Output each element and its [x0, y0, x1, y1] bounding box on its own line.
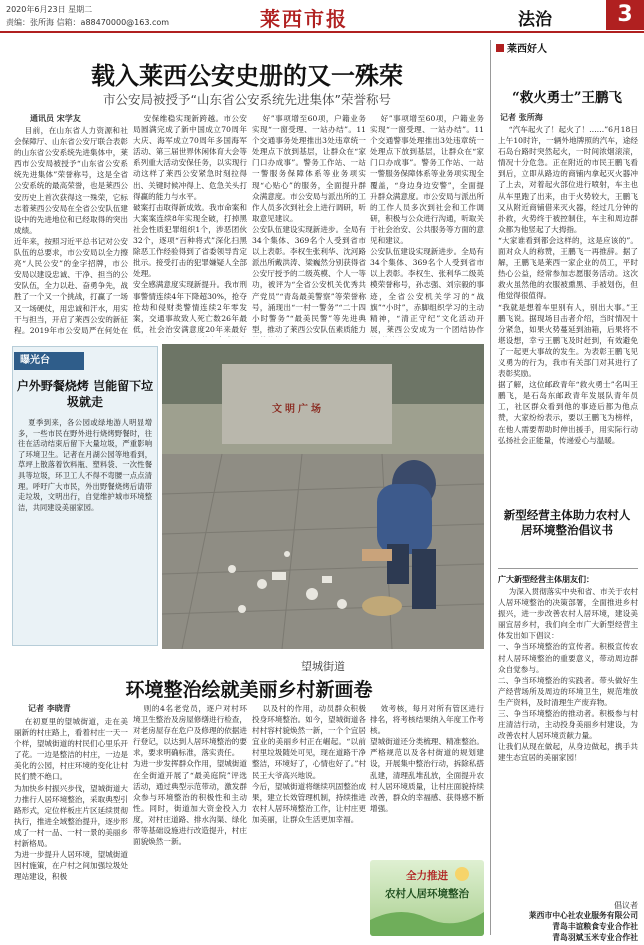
lead-credit: 通讯员 宋学友: [30, 114, 81, 123]
masthead: [0, 0, 644, 32]
side-credit: 记者 张所海: [500, 113, 543, 122]
masthead-logo: 莱西市报: [260, 7, 348, 31]
lead-subtitle: 市公安局被授予“山东省公安系统先进集体”荣誉称号: [103, 92, 391, 107]
page-number: 3: [606, 0, 644, 30]
initiative-rule: [498, 568, 638, 569]
side-tag-label: 莱西好人: [507, 44, 547, 55]
feature-title-text: 户外野餐烧烤 岂能留下垃圾就走: [16, 379, 154, 409]
initiative-signer-3: 青岛羽斌玉米专业合作社: [552, 933, 638, 942]
feature-label: 曝光台: [14, 352, 84, 370]
initiative-signer-1: 莱西市中心社农业服务有限公司: [528, 911, 638, 920]
side-title: “救火勇士”王鹏飞: [511, 90, 623, 106]
banner-bottom: 农村人居环境整治: [385, 888, 469, 900]
masthead-rule: [0, 31, 644, 33]
section-title: 法治: [518, 10, 552, 30]
side-tag: [496, 40, 547, 55]
masthead-editor: 责编：张所海 信箱：a88470000@163.com: [6, 18, 170, 27]
banner-top: 全力推进: [406, 870, 448, 882]
main-col-4: 效考核，每月对所有管区进行排名，将考核结果纳入年度工作考核。 望城街道还分类梳理、精准整治。严格规范以及各村街道的规划建设，开展集中整治行动，拆除私搭乱建，清理乱堆乱放，全面提升农村人居环境质量，让村庄面貌持续改善，群众的幸福感、获得感不断增强。: [370, 704, 484, 813]
initiative-greeting: 广大新型经营主体朋友们：: [498, 575, 594, 584]
lead-col-4: 好”事项增至60项，户籍业务实现“一窗受理、一站办结”。11个交通警事处理推出3处违章统一处理点下放到基层，让群众在“家门口办成事”。警务工作站、一站一警服务保障体系等业务项实现全覆盖，“身边身边安警”，全面提升群众满意度。市公安局与派出所的工作人员多次到社会和工作调研，积极与公众进行沟通，听取关于社会治安、公共服务等方面的意见和建议。 公安队伍建设实现新进步。全局有34个集体、369名个人受到省市以上表彰。李权生、张利华二级英模荣誉称号，孙志强、刘宗毅的事迹，全省公安机关学习的“战旗”“小时”，赤脚组织学习的主动精神，“清正守纪”文化活动开展，莱西公安成为一个团结协作: [370, 114, 484, 334]
square-icon: [496, 44, 504, 52]
main-col-2: 则的4名老党员，逐户对村环境卫生整治及房屋修缮进行检查，对老房屋存在危户及修理的依据进行登记，以达到人居环境整治的要求，要求明确标准，落实责任。 为进一步发挥群众作用，望城街道在全街道开展了“最美庭院”评选活动，通过典型示范带动，激发群众参与环境整治的积极性和主动性。同时，街道加大资金投入力度，对村庄道路、排水沟渠、绿化带等基础设施进行改造提升，村庄面貌焕然一新。: [133, 704, 247, 847]
initiative-title: 新型经营主体助力农村人居环境整治倡议书: [503, 508, 631, 537]
feature-body: 夏季到来，各公园或绿地游人明显增多，一些市民在野外进行烧烤野餐时，往往在活动结束后留下大量垃圾，严重影响了环境卫生。记者在月湖公园等地看到，草坪上散落着饮料瓶、塑料袋、一次性餐具等垃圾，环卫工人不得不弯腰一点点清理。呼吁广大市民，外出野餐烧烤后请带走垃圾，文明出行，自觉维护城市环境整洁，共同建设美丽家园。: [18, 418, 152, 512]
lead-title: 载入莱西公安史册的又一殊荣: [91, 61, 403, 90]
photo-illustration: [162, 344, 484, 649]
main-col-3: 以及村的作用，动员群众积极投身环境整治。如今，望城街道各村村容村貌焕然一新，一个个宜居宜业的美丽乡村正在崛起。“以前村里垃圾随处可见，现在道路干净整洁，环境好了，心情也好了。”村民王大爷高兴地说。 今后，望城街道将继续巩固整治成果，建立长效管理机制，持续推进农村人居环境整治工作，让村庄更加美丽，让群众生活更加幸福。: [252, 704, 366, 824]
photo-sign: 文明广场: [272, 404, 324, 415]
initiative-body: 为深入贯彻落实中央和省、市关于农村人居环境整治的决策部署，全面推进乡村振兴，进一步改善农村人居环境，建设美丽宜居乡村，我们向全市广大新型经营主体发出如下倡议： 一、争当环境整治的宣传者。积极宣传农村人居环境整治的重要意义，带动周边群众自觉参与。 二、争当环境整治的实践者。带头做好生产经营场所及周边的环境卫生，规范堆放生产资料，及时清理生产废弃物。 三、争当环境整治的推动者。积极参与村庄清洁行动，主动投身美丽乡村建设，为改善农村人居环境贡献力量。 让我们从现在做起，从身边做起，携手共建生态宜居的美丽家园！: [498, 587, 638, 763]
initiative-sign-label: 倡议者: [614, 901, 638, 910]
feature-title: [14, 378, 156, 410]
main-title: 环境整治绘就美丽乡村新画卷: [125, 679, 373, 701]
main-col-1: 在初夏里的望城街道，走在美丽新的村庄路上，看着村庄一天一个样，望城街道的村民们心里乐开了花。一边是整洁的村庄，一边是美化的公园，村庄环境的变化让村民们赞不绝口。 为加快乡村振兴步伐，望城街道大力推行人居环境整治，采取典型引路形式，定位样板庄片区延续贯彻执行，推进全域整治提升，逐步形成了一村一品、一村一景的美丽乡村新格局。 为进一步提升人居环境，望城街道因村施策，在户村之间加强垃圾处理站建设，积极: [14, 717, 128, 882]
masthead-date: 2020年6月23日 星期二: [6, 5, 93, 14]
initiative-signer-2: 青岛丰谊粮食专业合作社: [552, 922, 638, 931]
main-credit: 记者 李晓青: [28, 704, 71, 713]
environment-banner: [370, 860, 484, 936]
side-body: “汽车起火了！起火了！……”6月18日上午10时许，一辆外地牌照的汽车，途经石岛台路时突然起火，一时间浓烟滚滚，情况十分危急。正在附近的市民王鹏飞看到后，立即从路边的商铺内拿起灭火器冲了上去，对着起火部位进行喷射，车主也从车里跑了出来，由于火势较大，王鹏飞又从附近商铺借来灭火器，经过几分钟的扑救，火势终于被控制住，车主和周边群众都为他竖起了大拇指。 “大家谁看到都会这样的，这是应该的”。面对众人的称赞，王鹏飞一再推辞。据了解，王鹏飞是莱西一家企业的员工，平时热心公益，经常参加志愿服务活动。这次救火虽然他的衣服被熏黑、手被划伤，但他觉得很值得。 “我就是想着车里别有人，别出大事。”王鹏飞说。据现场目击者介绍，当时情况十分紧急，如果火势蔓延到油箱，后果将不堪设想，幸亏王鹏飞及时赶到，有效避免了一起更大事故的发生。为表彰王鹏飞见义勇为的行为，我市有关部门对其进行了表彰奖励。 据了解，这位邮政青年“救火勇士”名叫王鹏飞，是石岛东邮政青年发展队青年员工，社区群众看到他的事迹后都为他点赞，大家纷纷表示，要以王鹏飞为榜样，在他人需要帮助时伸出援手，用实际行动弘扬社会正能量，传递爱心与温暖。: [498, 125, 638, 445]
lead-col-3: 好”事项增至60项，户籍业务实现“一窗受理、一站办结”。11个交通事务处理推出3处违章统一处理点下放到基层，让群众在“家门口办成事”。警务工作站、一站一警服务保障体系等业务项实现“心贴心”的服务，全面提升群众满意度。市公安局与派出所的工作人员多次到社会上进行调研，听取意见建议。 公安队伍建设实现新进步。全局有34个集体、369名个人受到省市以上表彰。李权生张利华、沈河路派出所戴洪涛、梁巍然分别获得省公安厅授予的二级英模、个人一等功，被评为“全省公安机关优秀共产党员”“青岛最美警察”等荣誉称号，涌现出“一村一警务”“二十四小时警务”“最美民警”等先进典型，推动了莱西公安队伍素质能力: [252, 114, 366, 334]
news-photo: [162, 344, 484, 649]
lead-col-2: 安保维稳实现新跨越。市公安局圆满完成了新中国成立70周年大庆、海军成立70周年多国海军活动、第三届世界休闲体育大会等系列重大活动安保任务，以实现行动这样了莱西公安紧急时刻拉得出、关键时候冲得上、危急关头打得赢的能力与水平。 破案打击取得新成效。我市命案和大案案连续8年实现全破，打掉黑社会性质犯罪组织1个，涉恶团伙32个，逐项“百种将式”深化扫黑除恶工作经验得到了省委领导肯定批示。接受打击的犯罪嫌疑人全部处理。 安全感满意度实现新提升。我市刑事警情连续4年下降超30%，抢夺抢劫和侵财类警情连续2年零发案，交通事故致人死亡数26年最低，社会治安满意度20年来最好: [133, 114, 247, 334]
lead-col-1: 目前，在山东省人力资源和社会保障厅、山东省公安厅联合表彰的山东省公安系统先进集体中，莱西市公安局被授予“山东省公安系统先进集体”荣誉称号，这是全省公安系统的最高荣誉，也是莱西公安历史上首次获得这一殊荣，它标志着莱西公安局在全省公安队伍建设中的先进地位和已经取得的突出成绩。 近年来，按照习近平总书记对公安队伍的总要求，市公安局以全力擦亮“人民公安”的金字招牌，市公安局以建设忠诚、干净、担当的公安队伍，全力以赴、奋勇争先，战胜了一个又一个挑战，打赢了一场又一场硬仗，用忠诚和汗水，用实干与担当，开启了莱西公安的新征程。2019年市公安局严在何处在: [14, 126, 128, 335]
main-kicker: 望城街道: [301, 660, 345, 673]
column-divider: [490, 40, 491, 935]
